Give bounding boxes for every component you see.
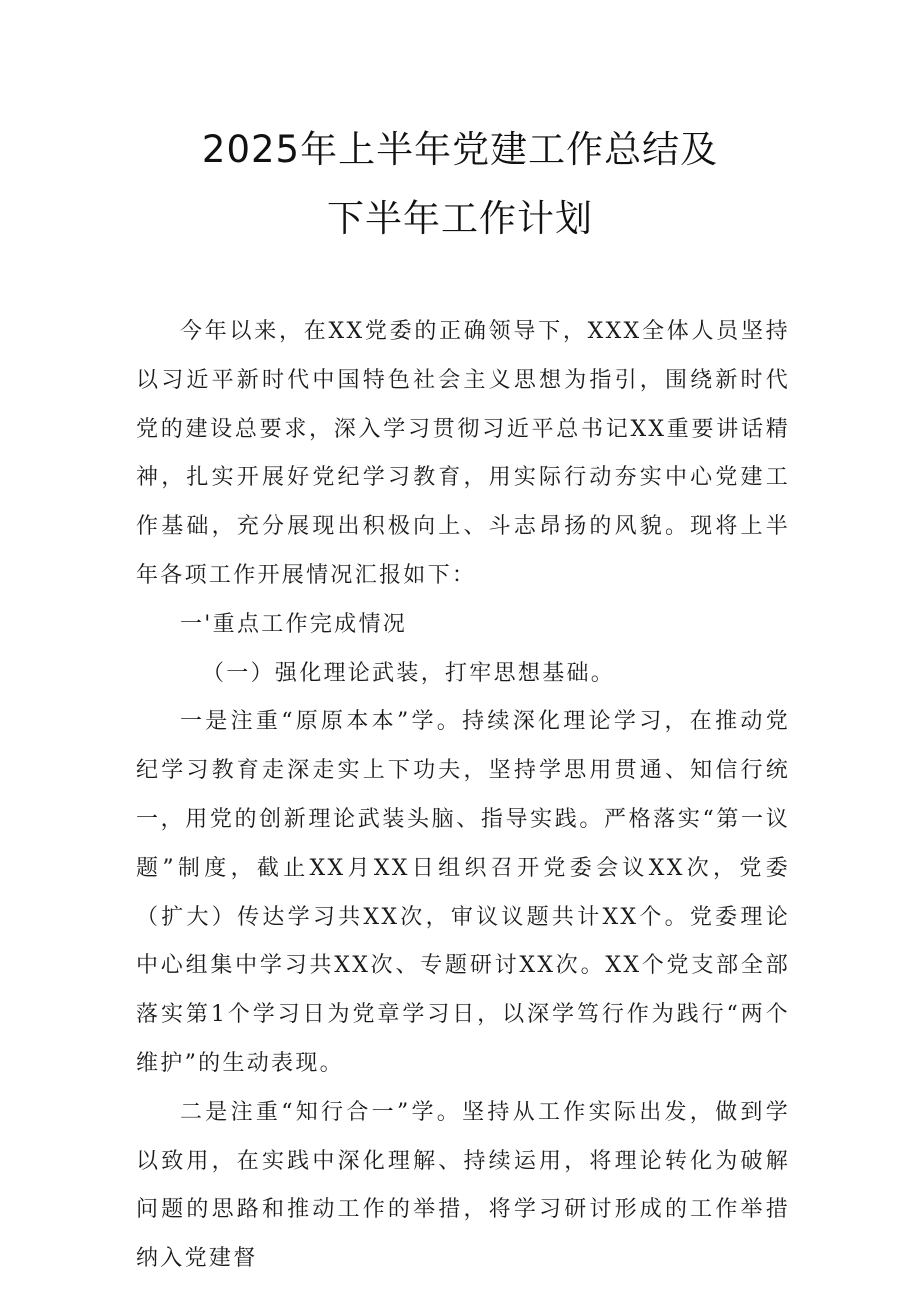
document-title-line-2: 下半年工作计划 xyxy=(327,197,593,240)
document-body xyxy=(136,308,790,1284)
section-heading: 一'重点工作完成情况 xyxy=(180,611,408,637)
intro-paragraph: 今年以来，在XX党委的正确领导下，XXX全体人员坚持以习近平新时代中国特色社会主义思想为指引，围绕新时代党的建设总要求，深入学习贯彻习近平总书记XX重要讲话精神，扎实开展好党纪学习教育，用实际行动夯实中心党建工作基础，充分展现出积极向上、斗志昂扬的风貌。现将上半年各项工作开展情况汇报如下： xyxy=(136,319,790,588)
point-two-paragraph: 二是注重“知行合一”学。坚持从工作实际出发，做到学以致用，在实践中深化理解、持续运用，将理论转化为破解问题的思路和推动工作的举措，将学习研讨形成的工作举措纳入党建督 xyxy=(136,1099,790,1272)
subsection-heading: （一）强化理论武装，打牢思想基础。 xyxy=(202,660,616,686)
document-title-line-1: 2025年上半年党建工作总结及 xyxy=(201,128,719,171)
point-one-paragraph: 一是注重“原原本本”学。持续深化理论学习，在推动党纪学习教育走深走实上下功夫，坚持学思用贯通、知信行统一，用党的创新理论武装头脑、指导实践。严格落实“第一议题”制度，截止XX月XX日组织召开党委会议XX次，党委（扩大）传达学习共XX次，审议议题共计XX个。党委理论中心组集中学习共XX次、专题研讨XX次。XX个党支部全部落实第1个学习日为党章学习日，以深学笃行作为践行“两个维护”的生动表现。 xyxy=(136,709,790,1076)
